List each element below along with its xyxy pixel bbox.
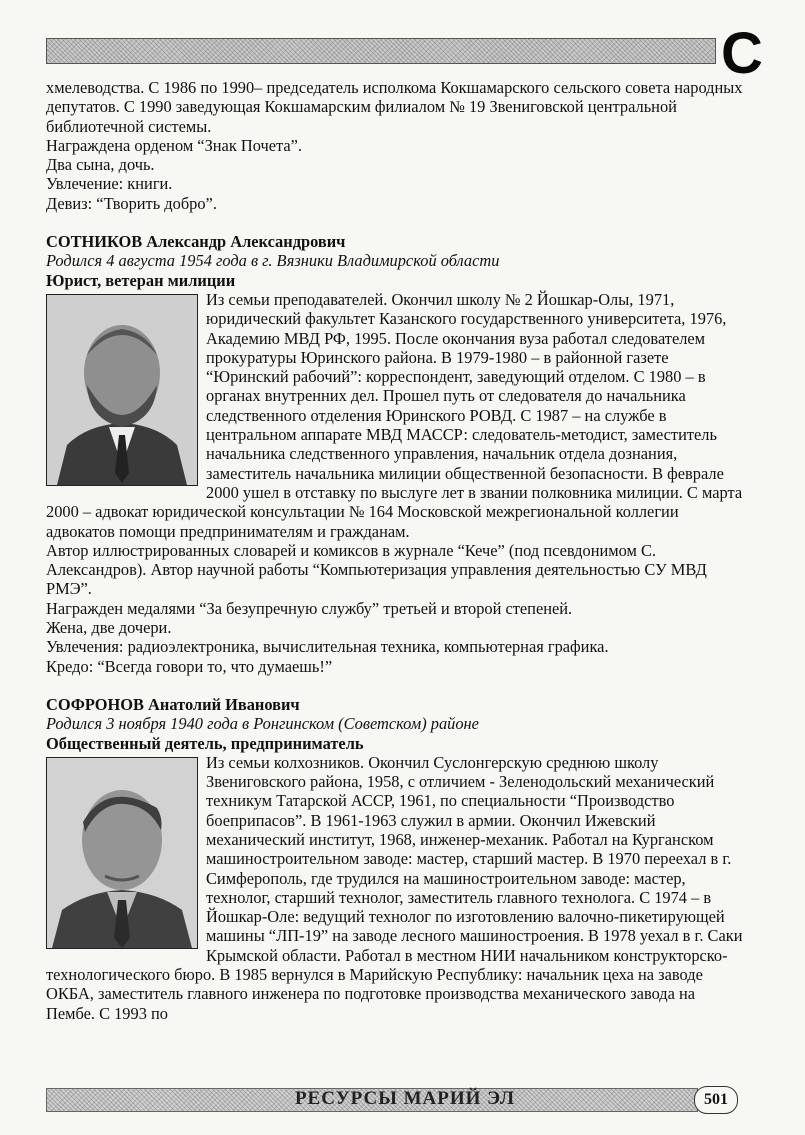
header-band [46, 38, 716, 64]
footer-title: РЕСУРСЫ МАРИЙ ЭЛ [294, 1088, 516, 1109]
entry-biography: Из семьи колхозников. Окончил Суслонгерскую среднюю школу Звениговского района, 1958, с отличием - Зеленодольский механический техникум Татарской АССР, 1961, по специальности “Производство боеприпасов”. В 1961-1963 служил в армии. Окончил Ижевский механический институт, 1968, инженер-механик. Работал на Курганском машиностроительном заводе: мастер, старший мастер. В 1970 переехал в г. Симферополь, где трудился на машиностроительном заводе: мастер, технолог, старший технолог, заместитель главного технолога. С 1974 – в Йошкар-Оле: ведущий технолог по изготовлению валочно-пикетирующей машины “ЛП-19” на заводе лесного машиностроения. В 1978 уехал в г. Саки Крымской области. Работал в местном НИИ начальником конструкторско-технологического бюро. В 1985 вернулся в Марийскую Республику: начальник цеха на заводе ОКБА, заместитель главного инженера по подготовке производства механического завода на Пембе. С 1993 по [46, 752, 743, 1023]
entry-name: СОТНИКОВ Александр Александрович [46, 232, 346, 252]
entry-sotnikov [46, 232, 746, 676]
intro-paragraph: Награждена орденом “Знак Почета”. [46, 135, 303, 155]
entry-profession: Общественный деятель, предприниматель [46, 733, 364, 753]
entry-name: СОФРОНОВ Анатолий Иванович [46, 694, 300, 714]
entry-birth: Родился 4 августа 1954 года в г. Вязники Владимирской области [46, 251, 500, 271]
page-content [46, 78, 746, 1023]
portrait-image [47, 295, 197, 485]
portrait-photo [46, 294, 198, 486]
entry-extra: Награжден медалями “За безупречную службу” третьей и второй степеней. [46, 598, 573, 618]
section-letter: С [721, 21, 763, 86]
entry-birth: Родился 3 ноября 1940 года в Ронгинском (Советском) районе [46, 714, 479, 734]
page-number: 501 [694, 1086, 738, 1114]
entry-extra: Увлечения: радиоэлектроника, вычислительная техника, компьютерная графика. [46, 637, 609, 657]
entry-extra: Жена, две дочери. [46, 618, 172, 638]
entry-sofronov [46, 695, 746, 1023]
intro-paragraph: хмелеводства. С 1986 по 1990– председатель исполкома Кокшамарского сельского совета народных депутатов. С 1990 заведующая Кокшамарским филиалом № 19 Звениговской центральной библиотечной системы. [46, 78, 743, 136]
entry-extra: Автор иллюстрированных словарей и комиксов в журнале “Кече” (под псевдонимом С. Александров). Автор научной работы “Компьютеризация управления деятельностью СУ МВД РМЭ”. [46, 540, 707, 599]
intro-paragraph: Увлечение: книги. [46, 174, 173, 194]
entry-extra: Кредо: “Всегда говори то, что думаешь!” [46, 656, 333, 676]
intro-block [46, 78, 746, 213]
entry-biography: Из семьи преподавателей. Окончил школу № 2 Йошкар-Олы, 1971, юридический факультет Казанского государственного университета, 1976, Академию МВД РФ, 1995. После окончания вуза работал следователем прокуратуры Юринского района. В 1979-1980 – в районной газете “Юринский рабочий”: корреспондент, заведующий отделом. С 1980 – в органах внутренних дел. Прошел путь от следователя до начальника следственного отделения Юринского РОВД. С 1987 – на службе в центральном аппарате МВД МАССР: следователь-методист, заместитель начальника следственного управления, начальник отдела дознания, заместитель начальника милиции общественной безопасности. В феврале 2000 ушел в отставку по выслуге лет в звании полковника милиции. С марта 2000 – адвокат юридической консультации № 164 Московской межрегиональной коллегии адвокатов помощи предпринимателям и гражданам. [46, 289, 743, 541]
intro-paragraph: Девиз: “Творить добро”. [46, 193, 217, 213]
portrait-image [47, 758, 197, 948]
intro-paragraph: Два сына, дочь. [46, 155, 155, 175]
portrait-photo [46, 757, 198, 949]
entry-profession: Юрист, ветеран милиции [46, 270, 236, 290]
